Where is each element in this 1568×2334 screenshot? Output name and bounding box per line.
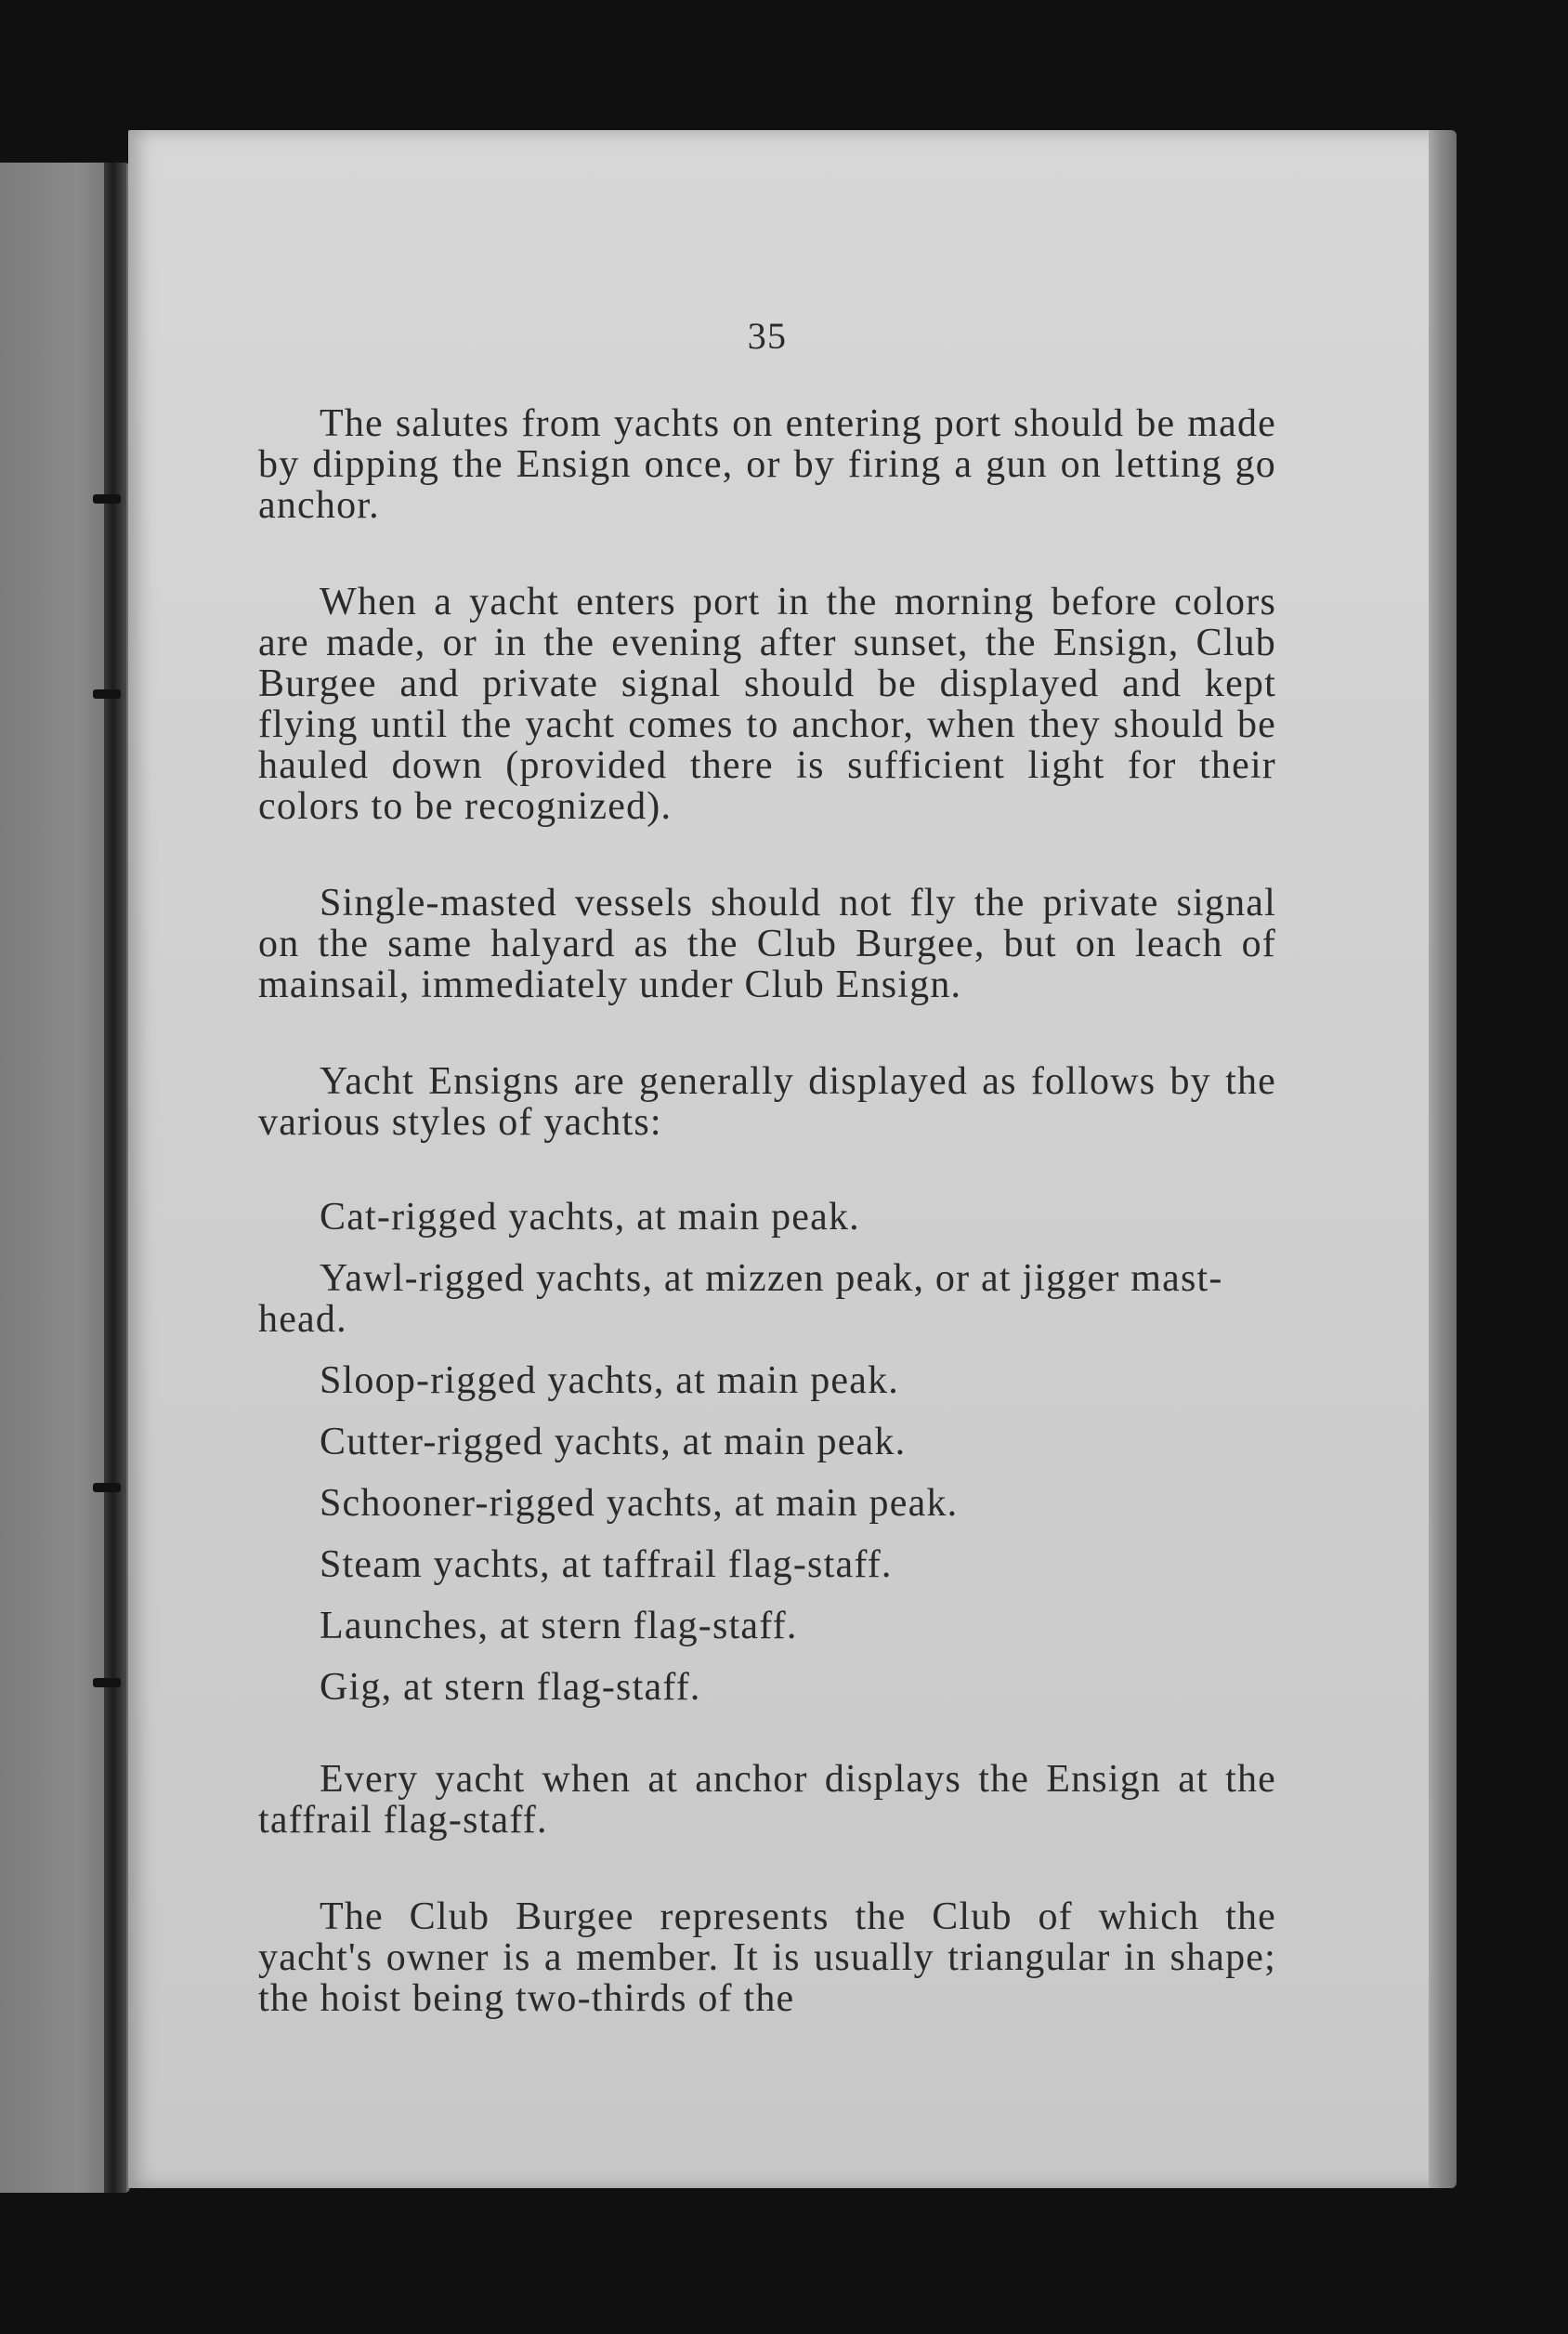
binding-stitch bbox=[93, 689, 121, 699]
page-number: 35 bbox=[747, 315, 788, 357]
paragraph-single-masted: Single-masted vessels should not fly the private signal on the same halyard as the Club Burgee, but on leach of mainsail, immediately under Club Ensign. bbox=[258, 882, 1276, 1006]
paragraph-ensign-display: Yacht Ensigns are generally displayed as follows by the various styles of yachts: bbox=[258, 1060, 1276, 1144]
page-text bbox=[258, 316, 1276, 2075]
paragraph-anchor: Every yacht when at anchor displays the Ensign at the taffrail flag-staff. bbox=[258, 1758, 1276, 1842]
binding-stitch bbox=[93, 494, 121, 504]
paragraph-salutes: The salutes from yachts on entering port should be made by dipping the Ensign once, or by firing a gun on letting go anchor. bbox=[258, 402, 1276, 527]
binding-stitch bbox=[93, 1678, 121, 1687]
list-item: Sloop-rigged yachts, at main peak. bbox=[320, 1359, 899, 1402]
paragraph-club-burgee: The Club Burgee represents the Club of which the yacht's owner is a member. It is usually triangular in shape; the hoist being two-thirds of the bbox=[258, 1895, 1276, 2020]
list-item: Cat-rigged yachts, at main peak. bbox=[320, 1196, 860, 1239]
binding-stitch bbox=[93, 1483, 121, 1492]
paragraph-entering-port: When a yacht enters port in the morning before colors are made, or in the evening after sunset, the Ensign, Club Burgee and private signal should be displayed and kept flying until the yacht comes to anchor, when they should be hauled down (provided there is sufficient light for their colors to be recognized). bbox=[258, 581, 1276, 828]
list-item: Steam yachts, at taffrail flag-staff. bbox=[320, 1543, 893, 1586]
list-item: Launches, at stern flag-staff. bbox=[320, 1605, 798, 1647]
list-item: Cutter-rigged yachts, at main peak. bbox=[320, 1421, 907, 1463]
page-stack-edge bbox=[1429, 130, 1457, 2188]
list-item: Yawl-rigged yachts, at mizzen peak, or at jigger mast-head. bbox=[258, 1257, 1223, 1341]
rig-list bbox=[258, 1197, 1276, 1708]
list-item: Gig, at stern flag-staff. bbox=[320, 1666, 701, 1709]
book-gutter bbox=[104, 163, 126, 2193]
list-item: Schooner-rigged yachts, at main peak. bbox=[320, 1482, 959, 1525]
